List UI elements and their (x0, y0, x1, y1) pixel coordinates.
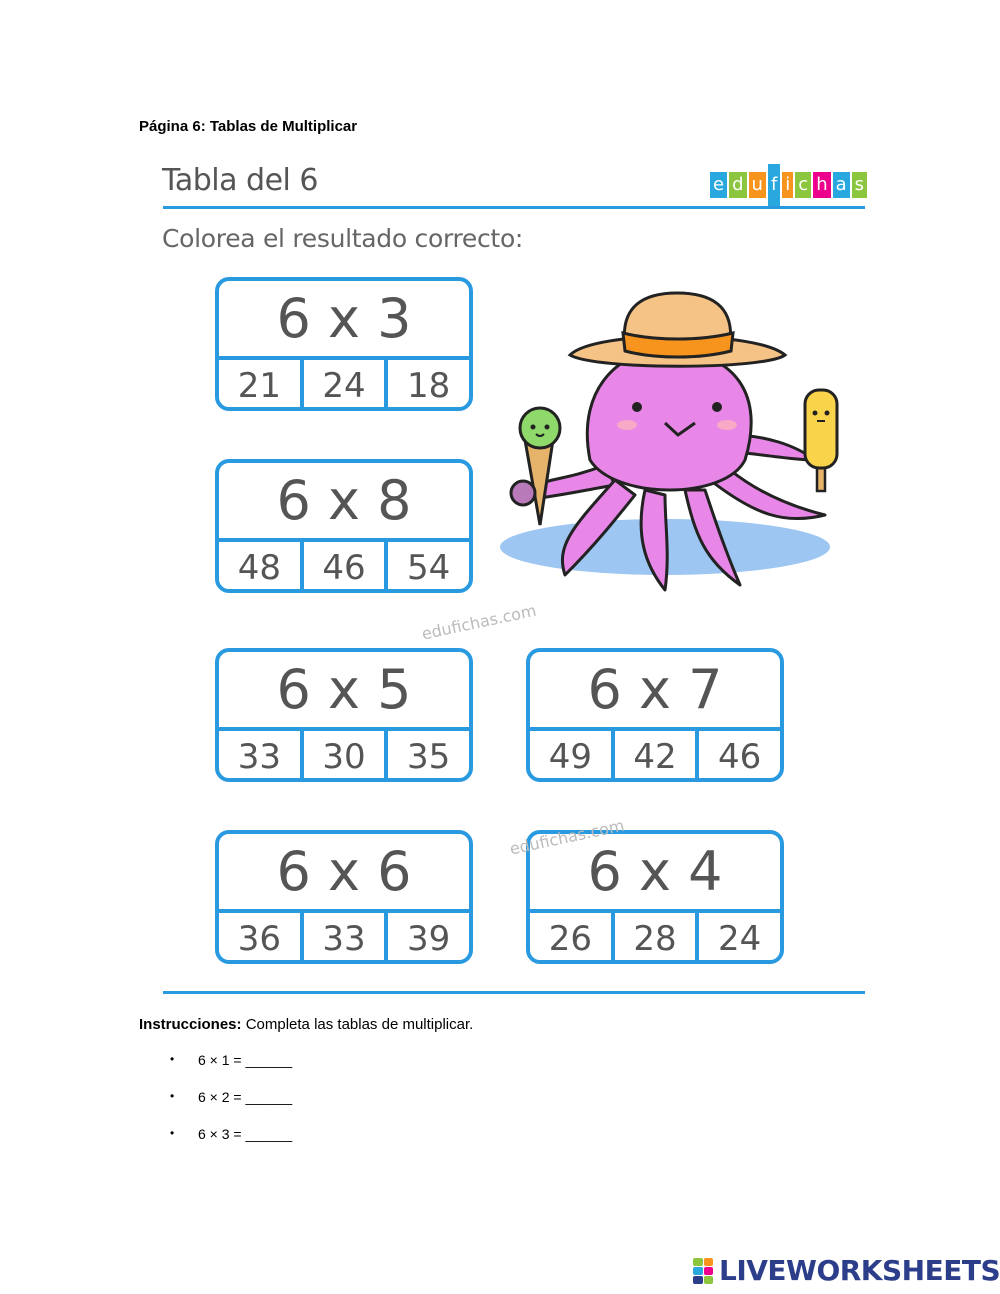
answer-option[interactable]: 35 (384, 731, 469, 782)
worksheet-instruction: Colorea el resultado correcto: (162, 224, 524, 253)
instructions-label: Instrucciones: (139, 1016, 242, 1033)
multiplication-card (215, 459, 473, 593)
multiplication-card (526, 648, 784, 782)
exercise-text[interactable]: 6 × 3 = ______ (198, 1126, 293, 1142)
answer-option[interactable]: 30 (300, 731, 385, 782)
logo-letter: i (782, 172, 793, 198)
answer-option[interactable]: 48 (237, 547, 281, 588)
multiplication-card (526, 830, 784, 964)
instructions-text: Completa las tablas de multiplicar. (241, 1016, 474, 1033)
answer-option[interactable]: 42 (611, 731, 696, 782)
worksheet-title: Tabla del 6 (162, 163, 318, 198)
answer-option[interactable]: 33 (300, 913, 385, 964)
exercise-text[interactable]: 6 × 2 = ______ (198, 1089, 293, 1105)
bullet: • (170, 1052, 175, 1066)
bottom-divider (163, 991, 865, 994)
list-item (170, 1052, 292, 1089)
card-question: 6 x 4 (530, 834, 780, 913)
list-item (170, 1089, 292, 1126)
card-question: 6 x 3 (219, 281, 469, 360)
card-question: 6 x 6 (219, 834, 469, 913)
card-question: 6 x 5 (219, 652, 469, 731)
answer-option[interactable]: 49 (548, 736, 592, 777)
answer-option[interactable]: 36 (237, 918, 281, 959)
octopus-illustration (495, 285, 875, 605)
exercise-text[interactable]: 6 × 1 = ______ (198, 1052, 293, 1068)
answer-option[interactable]: 21 (237, 365, 281, 406)
liveworksheets-brand: LIVEWORKSHEETS (719, 1254, 1000, 1287)
page-title: Página 6: Tablas de Multiplicar (139, 118, 358, 135)
answer-option[interactable]: 24 (300, 360, 385, 411)
logo-letter: a (833, 172, 850, 198)
logo-letter: s (852, 172, 867, 198)
multiplication-card (215, 648, 473, 782)
card-question: 6 x 8 (219, 463, 469, 542)
logo-letter: d (729, 172, 746, 198)
logo-letter: e (710, 172, 727, 198)
list-item (170, 1126, 292, 1163)
watermark: edufichas.com (420, 600, 538, 644)
answer-option[interactable]: 39 (384, 913, 469, 964)
answer-option[interactable]: 33 (237, 736, 281, 777)
card-question: 6 x 7 (530, 652, 780, 731)
liveworksheets-logo[interactable] (693, 1254, 1000, 1287)
answer-option[interactable]: 18 (384, 360, 469, 411)
top-divider (163, 206, 865, 209)
logo-letter: h (813, 172, 830, 198)
liveworksheets-icon (693, 1258, 713, 1284)
edufichas-logo (710, 160, 867, 210)
exercise-list (170, 1052, 292, 1163)
logo-letter: f (768, 164, 780, 206)
answer-option[interactable]: 46 (300, 542, 385, 593)
instructions (139, 1016, 473, 1033)
bullet: • (170, 1089, 175, 1103)
watermark: edufichas.com (508, 815, 626, 859)
answer-option[interactable]: 54 (384, 542, 469, 593)
logo-letter: c (795, 172, 811, 198)
multiplication-card (215, 277, 473, 411)
answer-option[interactable]: 28 (611, 913, 696, 964)
logo-letter: u (749, 172, 766, 198)
answer-option[interactable]: 26 (548, 918, 592, 959)
multiplication-card (215, 830, 473, 964)
answer-option[interactable]: 24 (695, 913, 780, 964)
answer-option[interactable]: 46 (695, 731, 780, 782)
bullet: • (170, 1126, 175, 1140)
